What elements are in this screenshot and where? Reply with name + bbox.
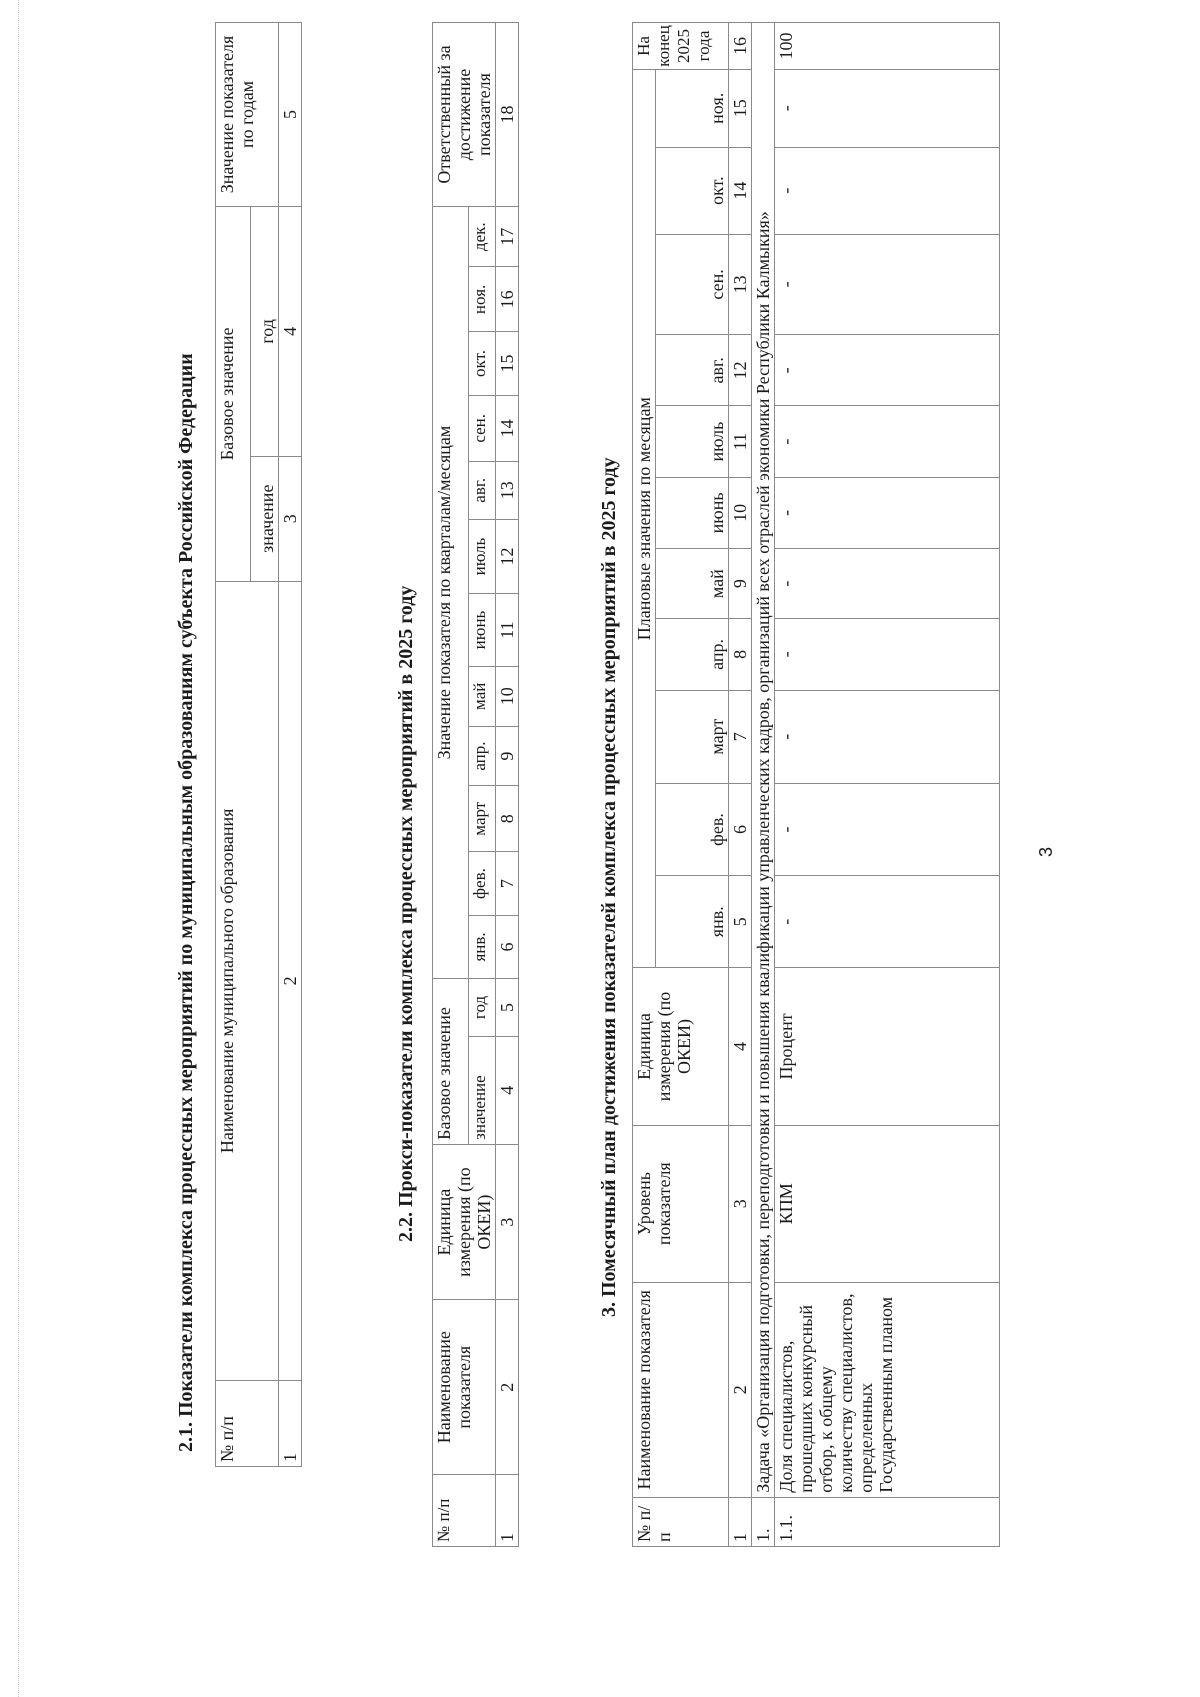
- header-month: ноя.: [656, 70, 729, 148]
- header-month: апр.: [469, 727, 496, 786]
- header-month: окт.: [469, 332, 496, 395]
- header-month: янв.: [656, 876, 729, 968]
- row-value: -: [775, 876, 1000, 968]
- header-month: авг.: [469, 461, 496, 519]
- page-number: 3: [1036, 846, 1056, 857]
- row-value: -: [775, 477, 1000, 548]
- header-base-value: значение: [469, 1036, 496, 1144]
- col-number: 3: [729, 1125, 752, 1282]
- col-number: 7: [729, 690, 752, 783]
- header-base-year: год: [251, 206, 279, 456]
- header-num: № п/п: [216, 1381, 279, 1467]
- col-number: 4: [729, 968, 752, 1125]
- header-base: Базовое значение: [433, 979, 469, 1145]
- header-num: № п/п: [433, 1474, 496, 1546]
- header-month: фев.: [656, 783, 729, 875]
- task-num: 1.: [752, 1497, 775, 1546]
- row-end-value: 100: [775, 23, 1000, 70]
- row-unit: Процент: [775, 968, 1000, 1125]
- col-number: 4: [279, 206, 302, 456]
- row-value: -: [775, 783, 1000, 875]
- row-level: КПМ: [775, 1125, 1000, 1282]
- header-month: апр.: [656, 619, 729, 690]
- col-number: 3: [279, 456, 302, 581]
- row-value: -: [775, 549, 1000, 619]
- table-3: [632, 22, 1000, 1547]
- col-number: 14: [496, 395, 519, 461]
- col-number: 9: [496, 727, 519, 786]
- col-number: 2: [279, 581, 302, 1380]
- header-month: июнь: [656, 477, 729, 548]
- row-value: -: [775, 619, 1000, 690]
- header-month: март: [469, 786, 496, 852]
- header-base: Базовое значение: [216, 206, 251, 581]
- section-2-1-title: 2.1. Показатели комплекса процессных мероприятий по муниципальным образованиям субъекта Российской Федерации: [175, 353, 197, 1452]
- col-number: 5: [279, 23, 302, 207]
- header-month: июнь: [469, 594, 496, 666]
- header-level: Уровень показателя: [633, 1125, 729, 1282]
- header-month: окт.: [656, 147, 729, 234]
- header-month: фев.: [469, 852, 496, 915]
- header-periods: Значение показателя по кварталам/месяцам: [433, 206, 469, 978]
- header-unit: Единица измерения (по ОКЕИ): [633, 968, 729, 1125]
- row-value: -: [775, 234, 1000, 335]
- header-yearly: Значение показателя по годам: [216, 23, 279, 207]
- table-2-1: [215, 22, 302, 1467]
- header-month: май: [656, 549, 729, 619]
- section-3-title: 3. Помесячный план достижения показателей комплекса процессных мероприятий в 2025 году: [598, 457, 620, 1317]
- col-number: 5: [729, 876, 752, 968]
- col-number: 13: [729, 234, 752, 335]
- row-value: -: [775, 406, 1000, 477]
- col-number: 7: [496, 852, 519, 915]
- header-month: авг.: [656, 335, 729, 406]
- col-number: 12: [496, 519, 519, 594]
- header-month: сен.: [656, 234, 729, 335]
- col-number: 1: [496, 1474, 519, 1546]
- col-number: 14: [729, 147, 752, 234]
- header-month: июль: [469, 519, 496, 594]
- header-base-value: значение: [251, 456, 279, 581]
- col-number: 16: [496, 267, 519, 332]
- header-end: На конец 2025 года: [633, 23, 729, 70]
- section-2-2-title: 2.2. Прокси-показатели комплекса процессных мероприятий в 2025 году: [395, 585, 417, 1242]
- row-name: Доля специалистов, прошедших конкурсный отбор, к общему количеству специалистов, определенных Государственным планом: [775, 1282, 1000, 1497]
- col-number: 17: [496, 206, 519, 267]
- col-number: 11: [729, 406, 752, 477]
- header-month: март: [656, 690, 729, 783]
- row-value: -: [775, 147, 1000, 234]
- row-value: -: [775, 690, 1000, 783]
- header-month: дек.: [469, 206, 496, 267]
- header-municipality: Наименование муниципального образования: [216, 581, 279, 1380]
- col-number: 10: [496, 666, 519, 727]
- col-number: 6: [729, 783, 752, 875]
- col-number: 1: [279, 1381, 302, 1467]
- header-unit: Единица измерения (по ОКЕИ): [433, 1144, 496, 1300]
- col-number: 9: [729, 549, 752, 619]
- header-month: янв.: [469, 915, 496, 978]
- col-number: 2: [729, 1282, 752, 1497]
- col-number: 8: [729, 619, 752, 690]
- header-name: Наименование показателя: [633, 1282, 729, 1497]
- col-number: 8: [496, 786, 519, 852]
- row-num: 1.1.: [775, 1497, 1000, 1546]
- col-number: 6: [496, 915, 519, 978]
- col-number: 12: [729, 335, 752, 406]
- header-month: май: [469, 666, 496, 727]
- task-text: Задача «Организация подготовки, переподготовки и повышения квалификации управленческих кадров, организаций всех отраслей экономики Республики Калмыкия»: [752, 23, 775, 1498]
- col-number: 3: [496, 1144, 519, 1300]
- header-num: № п/п: [633, 1497, 729, 1546]
- col-number: 1: [729, 1497, 752, 1546]
- header-responsible: Ответственный за достижение показателя: [433, 23, 496, 207]
- col-number: 11: [496, 594, 519, 666]
- col-number: 5: [496, 979, 519, 1037]
- col-number: 16: [729, 23, 752, 70]
- col-number: 18: [496, 23, 519, 207]
- row-value: -: [775, 70, 1000, 148]
- header-month: ноя.: [469, 267, 496, 332]
- header-plan: Плановые значения по месяцам: [633, 70, 656, 968]
- row-value: -: [775, 335, 1000, 406]
- table-2-2: [432, 22, 519, 1547]
- col-number: 2: [496, 1300, 519, 1475]
- col-number: 10: [729, 477, 752, 548]
- header-month: июль: [656, 406, 729, 477]
- header-base-year: год: [469, 979, 496, 1037]
- col-number: 15: [729, 70, 752, 148]
- col-number: 13: [496, 461, 519, 519]
- col-number: 15: [496, 332, 519, 395]
- col-number: 4: [496, 1036, 519, 1144]
- header-name: Наименование показателя: [433, 1300, 496, 1475]
- header-month: сен.: [469, 395, 496, 461]
